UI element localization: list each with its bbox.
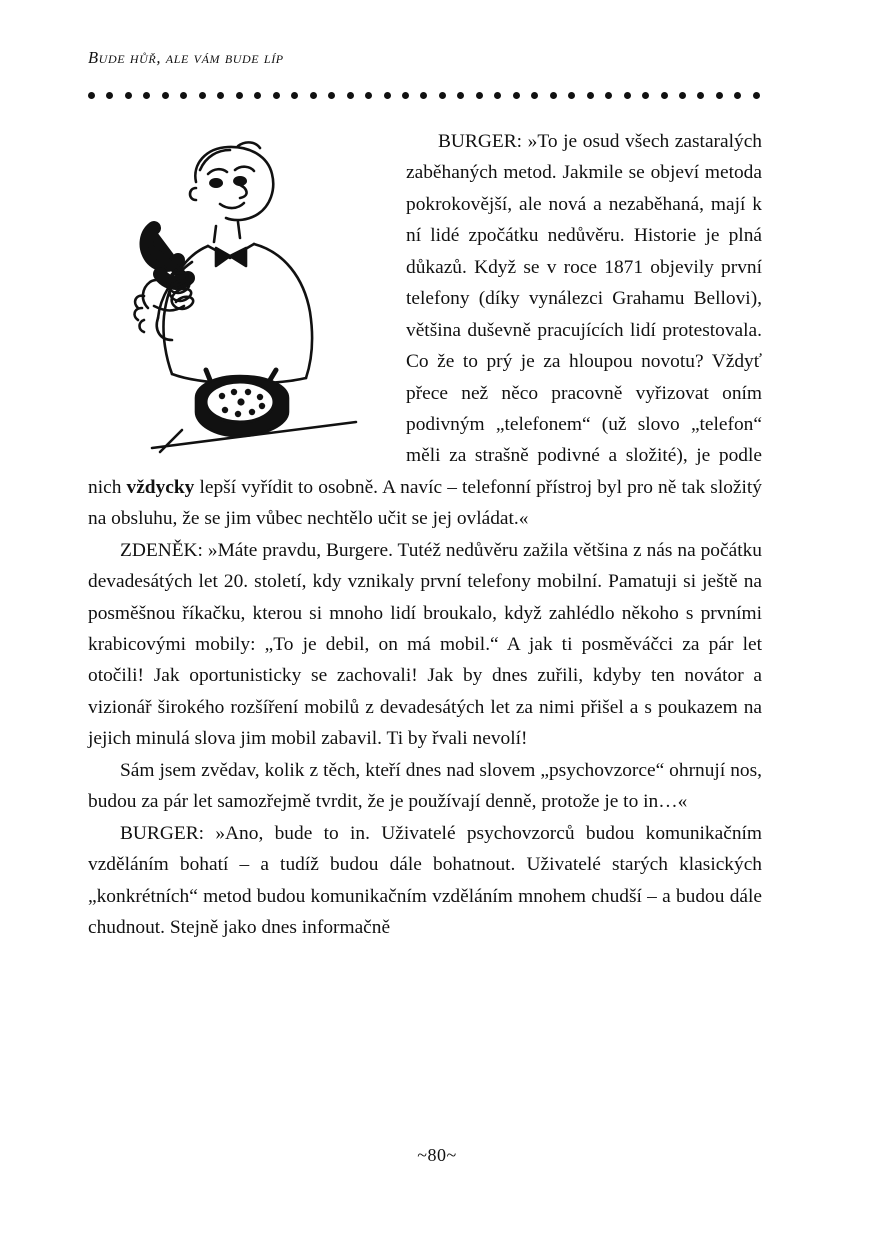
divider-dot <box>106 92 113 99</box>
divider-dot <box>642 92 649 99</box>
running-head: Bude hůř, ale vám bude líp <box>88 48 284 67</box>
divider-dot <box>217 92 224 99</box>
divider-dot <box>328 92 335 99</box>
divider-dot <box>697 92 704 99</box>
divider-dot <box>143 92 150 99</box>
page-number: ~80~ <box>417 1145 457 1165</box>
paragraph-text: BURGER: »To je osud všech zastaralých zaběhaných metod. Jakmile se objeví metoda pokrokovější, ale nová a nezaběhaná, mají k ní lidé zpočátku nedůvěru. Historie je plná důkazů. Když se v roce 1871 objevily první telefony (díky vynálezci Grahamu Bellovi), většina duševně pracujících lidí protestovala. Co že to prý je za hloupou novotu? Vždyť přece než něco pracovně vyřizovat oním podivným „telefonem“ (už slovo „telefon“ měli za strašně podivné a složité), je podle nich <box>88 131 762 498</box>
divider-dot <box>88 92 95 99</box>
divider-dot <box>624 92 631 99</box>
divider-dot <box>494 92 501 99</box>
divider-dot <box>125 92 132 99</box>
divider-dot <box>162 92 169 99</box>
divider-dot <box>753 92 760 99</box>
divider-dot <box>310 92 317 99</box>
paragraph-burger-2: BURGER: »Ano, bude to in. Uživatelé psychovzorců budou komunikačním vzděláním bohatí – a tudíž budou dále bohatnout. Uživatelé starých klasických „konkrétních“ metod budou komunikačním vzděláním mnohem chudší – a budou dále chudnout. Stejně jako dnes informačně <box>88 822 762 938</box>
divider-dot <box>679 92 686 99</box>
divider-dot <box>402 92 409 99</box>
paragraph-text-rest: lepší vyřídit to osobně. A navíc – telefonní přístroj byl pro ně tak složitý na obsluhu, že se jim vůbec nechtělo učit se jej ovládat.« <box>88 476 762 530</box>
paragraph-zdenek-2: Sám jsem zvědav, kolik z těch, kteří dnes nad slovem „psychovzorce“ ohrnují nos, budou za pár let samozřejmě tvrdit, že je používají denně, protože je to in…« <box>88 759 762 813</box>
divider-dot <box>550 92 557 99</box>
divider-dot <box>568 92 575 99</box>
page-body <box>88 126 762 943</box>
divider-dot <box>587 92 594 99</box>
dotted-divider <box>88 88 760 102</box>
divider-dot <box>457 92 464 99</box>
divider-dot <box>531 92 538 99</box>
divider-dot <box>199 92 206 99</box>
emphasis-vzdycky: vždycky <box>126 476 195 498</box>
paragraph-zdenek-1: ZDENĚK: »Máte pravdu, Burgere. Tutéž nedůvěru zažila většina z nás na počátku devadesátých let 20. století, kdy vznikaly první telefony mobilní. Pamatuji si ještě na posměšnou říkačku, kterou si mnoho lidí broukalo, když zahlédlo někoho s prvními krabicovými mobily: „To je debil, on má mobil.“ A jak ti posměváčci za pár let otočili! Jak oportunisticky se zachovali! Jak by dnes zuřili, kdyby ten novátor a vizionář širokého rozšíření mobilů z devadesátých let za nimi přišel a s poukazem na jejich minulá slova jim mobil zabavil. Ti by řvali nevolí! <box>88 539 762 750</box>
divider-dot <box>273 92 280 99</box>
cartoon-man-with-rotary-telephone-illustration <box>88 130 388 460</box>
divider-dot <box>236 92 243 99</box>
divider-dot <box>716 92 723 99</box>
divider-dot <box>734 92 741 99</box>
divider-dot <box>291 92 298 99</box>
divider-dot <box>180 92 187 99</box>
divider-dot <box>384 92 391 99</box>
divider-dot <box>605 92 612 99</box>
divider-dot <box>365 92 372 99</box>
divider-dot <box>513 92 520 99</box>
divider-dot <box>254 92 261 99</box>
divider-dot <box>439 92 446 99</box>
divider-dot <box>347 92 354 99</box>
divider-dot <box>661 92 668 99</box>
divider-dot <box>420 92 427 99</box>
divider-dot <box>476 92 483 99</box>
